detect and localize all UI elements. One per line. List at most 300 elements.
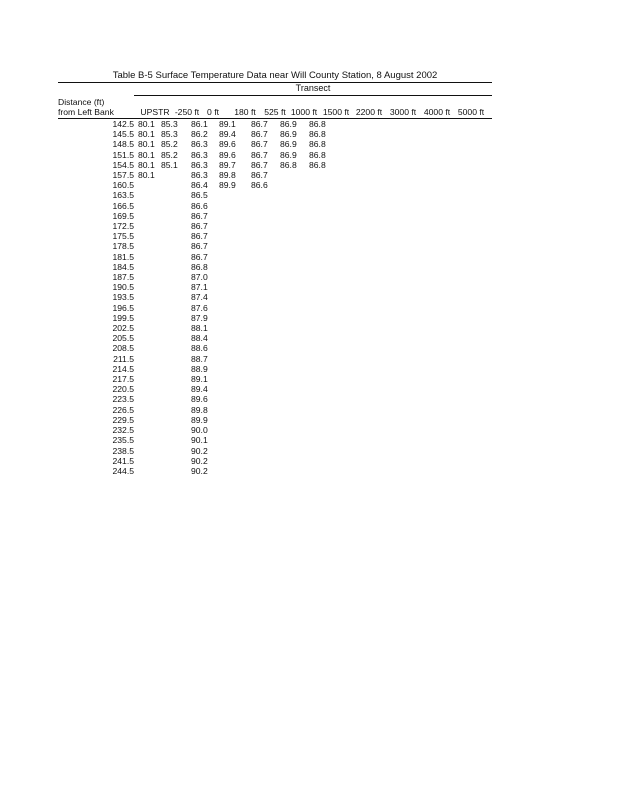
temperature-cell <box>408 252 442 262</box>
temperature-cell <box>374 190 408 200</box>
temperature-cell: 80.1 <box>138 170 155 181</box>
temperature-cell <box>280 221 309 231</box>
temperature-cell <box>442 405 476 415</box>
stub-header-line2: from Left Bank <box>58 107 114 117</box>
temperature-cell: 86.7 <box>191 231 208 242</box>
col-header-3000: 3000 ft <box>389 107 417 117</box>
distance-cell: 181.5 <box>112 251 134 262</box>
temperature-cell <box>341 190 374 200</box>
temperature-cell <box>280 446 309 456</box>
temperature-cell <box>251 252 280 262</box>
distance-cell: 196.5 <box>112 302 134 313</box>
table-row <box>58 282 476 292</box>
temperature-cell <box>219 364 251 374</box>
temperature-cell <box>341 201 374 211</box>
temperature-cell <box>341 252 374 262</box>
temperature-cell <box>251 292 280 302</box>
temperature-cell <box>341 272 374 282</box>
temperature-cell: 86.7 <box>251 129 268 140</box>
temperature-cell <box>442 466 476 476</box>
temperature-cell: 85.1 <box>161 159 178 170</box>
temperature-cell <box>219 394 251 404</box>
table-row <box>58 303 476 313</box>
temperature-cell: 88.4 <box>191 333 208 344</box>
temperature-cell <box>280 292 309 302</box>
temperature-cell <box>251 456 280 466</box>
table-row <box>58 323 476 333</box>
distance-cell: 148.5 <box>112 139 134 150</box>
temperature-cell: 80.1 <box>138 149 155 160</box>
temperature-cell <box>251 262 280 272</box>
temperature-cell: 87.6 <box>191 302 208 313</box>
table-row <box>58 160 476 170</box>
temperature-cell: 86.9 <box>280 119 297 129</box>
temperature-cell <box>374 221 408 231</box>
temperature-cell <box>251 282 280 292</box>
temperature-cell <box>408 150 442 160</box>
temperature-cell <box>341 241 374 251</box>
temperature-cell <box>408 323 442 333</box>
temperature-cell <box>280 384 309 394</box>
temperature-cell: 90.2 <box>191 455 208 466</box>
temperature-cell <box>134 323 161 333</box>
temperature-cell <box>374 384 408 394</box>
temperature-cell <box>374 282 408 292</box>
col-header-upstr: UPSTR <box>140 107 170 117</box>
temperature-cell <box>374 139 408 149</box>
temperature-cell <box>374 415 408 425</box>
temperature-cell <box>309 446 341 456</box>
temperature-cell <box>408 446 442 456</box>
temperature-cell: 88.7 <box>191 353 208 364</box>
distance-cell: 175.5 <box>112 231 134 242</box>
distance-cell: 190.5 <box>112 282 134 293</box>
table-row <box>58 466 476 476</box>
temperature-cell <box>161 435 191 445</box>
temperature-cell <box>309 282 341 292</box>
distance-cell: 157.5 <box>112 170 134 181</box>
temperature-cell: 86.8 <box>309 139 326 150</box>
temperature-cell <box>280 425 309 435</box>
temperature-cell <box>219 272 251 282</box>
temperature-cell <box>309 333 341 343</box>
temperature-cell: 89.6 <box>219 149 236 160</box>
temperature-cell <box>161 323 191 333</box>
temperature-cell <box>374 405 408 415</box>
temperature-cell <box>309 221 341 231</box>
temperature-cell <box>408 272 442 282</box>
temperature-cell <box>280 456 309 466</box>
table-row <box>58 170 476 180</box>
temperature-cell <box>219 262 251 272</box>
temperature-cell: 86.9 <box>280 139 297 150</box>
temperature-cell <box>134 415 161 425</box>
temperature-table-body <box>58 119 476 476</box>
col-header-0: 0 ft <box>207 107 219 117</box>
temperature-cell <box>280 180 309 190</box>
temperature-cell: 86.2 <box>191 129 208 140</box>
table-row <box>58 119 476 129</box>
temperature-cell <box>280 466 309 476</box>
temperature-cell <box>374 180 408 190</box>
temperature-cell <box>280 241 309 251</box>
temperature-cell <box>134 231 161 241</box>
table-row <box>58 129 476 139</box>
temperature-cell: 86.8 <box>309 159 326 170</box>
temperature-cell: 90.2 <box>191 445 208 456</box>
temperature-cell <box>251 394 280 404</box>
temperature-cell <box>309 272 341 282</box>
temperature-cell: 90.2 <box>191 465 208 476</box>
temperature-cell <box>134 262 161 272</box>
temperature-cell <box>309 405 341 415</box>
table-row <box>58 456 476 466</box>
temperature-cell <box>134 282 161 292</box>
temperature-cell <box>374 374 408 384</box>
temperature-cell <box>374 272 408 282</box>
temperature-cell <box>408 170 442 180</box>
temperature-cell <box>442 394 476 404</box>
temperature-cell <box>442 211 476 221</box>
temperature-cell <box>442 333 476 343</box>
temperature-cell <box>280 262 309 272</box>
temperature-cell <box>161 272 191 282</box>
temperature-cell <box>408 303 442 313</box>
temperature-cell <box>309 354 341 364</box>
temperature-cell <box>251 354 280 364</box>
distance-cell: 211.5 <box>113 353 134 364</box>
table-row <box>58 211 476 221</box>
table-row <box>58 435 476 445</box>
temperature-cell <box>408 384 442 394</box>
temperature-cell <box>374 466 408 476</box>
temperature-cell <box>251 201 280 211</box>
distance-cell: 238.5 <box>112 445 134 456</box>
temperature-cell <box>341 119 374 129</box>
table-row <box>58 262 476 272</box>
transect-underline <box>134 95 492 96</box>
table-row <box>58 384 476 394</box>
temperature-cell <box>251 323 280 333</box>
temperature-cell <box>408 425 442 435</box>
temperature-cell <box>251 384 280 394</box>
temperature-cell: 88.1 <box>191 323 208 334</box>
temperature-cell <box>219 384 251 394</box>
temperature-cell <box>408 456 442 466</box>
temperature-cell <box>251 446 280 456</box>
distance-cell: 184.5 <box>112 261 134 272</box>
temperature-cell <box>280 374 309 384</box>
temperature-cell <box>442 129 476 139</box>
temperature-cell <box>161 211 191 221</box>
temperature-cell <box>341 354 374 364</box>
temperature-cell: 86.4 <box>191 180 208 191</box>
temperature-cell <box>161 201 191 211</box>
temperature-cell <box>219 446 251 456</box>
temperature-cell: 89.4 <box>219 129 236 140</box>
distance-cell: 229.5 <box>112 414 134 425</box>
temperature-cell <box>408 262 442 272</box>
temperature-cell <box>161 262 191 272</box>
temperature-cell <box>442 170 476 180</box>
temperature-cell <box>280 435 309 445</box>
temperature-cell <box>341 180 374 190</box>
temperature-cell <box>219 221 251 231</box>
temperature-cell <box>408 139 442 149</box>
temperature-cell <box>442 456 476 466</box>
table-row <box>58 241 476 251</box>
temperature-cell <box>134 292 161 302</box>
temperature-cell <box>309 425 341 435</box>
temperature-cell <box>309 435 341 445</box>
temperature-cell <box>219 456 251 466</box>
temperature-cell <box>280 394 309 404</box>
temperature-cell <box>161 333 191 343</box>
temperature-cell <box>408 354 442 364</box>
temperature-cell <box>251 333 280 343</box>
temperature-cell: 80.1 <box>138 159 155 170</box>
temperature-cell: 86.3 <box>191 139 208 150</box>
temperature-cell: 86.5 <box>191 190 208 201</box>
temperature-cell <box>161 313 191 323</box>
temperature-cell: 86.8 <box>309 129 326 140</box>
temperature-cell <box>161 354 191 364</box>
temperature-cell <box>442 384 476 394</box>
temperature-cell <box>219 201 251 211</box>
temperature-cell <box>161 303 191 313</box>
temperature-cell <box>251 435 280 445</box>
temperature-cell <box>408 405 442 415</box>
table-row <box>58 354 476 364</box>
temperature-cell: 88.6 <box>191 343 208 354</box>
temperature-cell: 86.6 <box>251 180 268 191</box>
temperature-cell <box>309 241 341 251</box>
temperature-cell <box>341 282 374 292</box>
temperature-cell <box>341 221 374 231</box>
temperature-cell: 86.7 <box>191 221 208 232</box>
table-row <box>58 190 476 200</box>
distance-cell: 151.5 <box>112 149 134 160</box>
temperature-cell <box>374 292 408 302</box>
temperature-cell <box>251 374 280 384</box>
temperature-cell <box>219 466 251 476</box>
distance-cell: 226.5 <box>112 404 134 415</box>
temperature-cell <box>309 231 341 241</box>
temperature-cell <box>374 425 408 435</box>
temperature-cell <box>309 252 341 262</box>
table-row <box>58 415 476 425</box>
temperature-cell <box>408 119 442 129</box>
temperature-cell <box>374 333 408 343</box>
temperature-cell <box>219 343 251 353</box>
temperature-cell <box>280 303 309 313</box>
temperature-cell: 86.8 <box>191 261 208 272</box>
temperature-cell <box>408 466 442 476</box>
temperature-cell <box>309 303 341 313</box>
temperature-cell: 87.1 <box>191 282 208 293</box>
temperature-cell <box>408 241 442 251</box>
temperature-cell <box>134 466 161 476</box>
col-header-180: 180 ft <box>234 107 256 117</box>
temperature-cell <box>309 190 341 200</box>
temperature-cell <box>374 170 408 180</box>
table-row <box>58 221 476 231</box>
temperature-cell: 86.7 <box>251 139 268 150</box>
temperature-cell: 85.3 <box>161 129 178 140</box>
temperature-cell <box>219 374 251 384</box>
temperature-cell <box>341 170 374 180</box>
table-row <box>58 231 476 241</box>
distance-cell: 223.5 <box>112 394 134 405</box>
temperature-cell <box>374 456 408 466</box>
temperature-cell: 86.3 <box>191 149 208 160</box>
temperature-cell <box>134 333 161 343</box>
temperature-cell <box>280 405 309 415</box>
temperature-cell <box>251 211 280 221</box>
temperature-cell <box>408 201 442 211</box>
temperature-cell <box>374 313 408 323</box>
temperature-cell <box>309 374 341 384</box>
temperature-cell <box>161 282 191 292</box>
temperature-cell: 86.7 <box>251 170 268 181</box>
temperature-cell <box>442 446 476 456</box>
temperature-cell: 85.2 <box>161 139 178 150</box>
temperature-cell <box>161 364 191 374</box>
table-row <box>58 292 476 302</box>
temperature-cell <box>408 364 442 374</box>
distance-cell: 142.5 <box>112 119 134 129</box>
temperature-cell <box>341 466 374 476</box>
temperature-cell <box>442 160 476 170</box>
temperature-cell <box>309 384 341 394</box>
temperature-cell <box>309 313 341 323</box>
temperature-cell <box>442 272 476 282</box>
temperature-cell <box>161 446 191 456</box>
temperature-cell <box>280 354 309 364</box>
distance-cell: 193.5 <box>112 292 134 303</box>
temperature-cell <box>408 282 442 292</box>
temperature-cell <box>161 231 191 241</box>
temperature-cell <box>374 201 408 211</box>
temperature-cell <box>408 333 442 343</box>
temperature-cell <box>251 425 280 435</box>
temperature-cell: 89.9 <box>191 414 208 425</box>
temperature-cell <box>251 364 280 374</box>
distance-cell: 145.5 <box>112 129 134 140</box>
temperature-cell <box>219 282 251 292</box>
temperature-table <box>58 119 476 476</box>
temperature-cell <box>374 364 408 374</box>
temperature-cell <box>161 252 191 262</box>
temperature-cell <box>374 211 408 221</box>
transect-group-header: Transect <box>295 83 331 93</box>
temperature-cell <box>442 241 476 251</box>
temperature-cell <box>309 323 341 333</box>
temperature-cell: 90.1 <box>191 435 208 446</box>
temperature-cell <box>374 160 408 170</box>
distance-cell: 160.5 <box>112 180 134 191</box>
distance-cell: 169.5 <box>112 210 134 221</box>
temperature-cell <box>408 343 442 353</box>
temperature-cell <box>134 180 161 190</box>
temperature-cell <box>442 190 476 200</box>
distance-cell: 220.5 <box>112 384 134 395</box>
temperature-cell: 89.6 <box>219 139 236 150</box>
temperature-cell: 88.9 <box>191 363 208 374</box>
temperature-cell <box>161 456 191 466</box>
temperature-cell <box>309 262 341 272</box>
distance-cell: 199.5 <box>112 312 134 323</box>
temperature-cell <box>408 435 442 445</box>
temperature-cell <box>442 364 476 374</box>
temperature-cell <box>442 139 476 149</box>
temperature-cell <box>442 425 476 435</box>
temperature-cell <box>374 343 408 353</box>
temperature-cell <box>219 292 251 302</box>
temperature-cell <box>341 415 374 425</box>
temperature-cell: 89.7 <box>219 159 236 170</box>
distance-cell: 241.5 <box>112 455 134 466</box>
temperature-cell <box>309 364 341 374</box>
temperature-cell <box>341 129 374 139</box>
temperature-cell <box>341 160 374 170</box>
table-row <box>58 139 476 149</box>
temperature-cell <box>408 374 442 384</box>
temperature-cell <box>341 425 374 435</box>
temperature-cell <box>134 354 161 364</box>
temperature-cell <box>408 394 442 404</box>
table-row <box>58 201 476 211</box>
temperature-cell <box>408 221 442 231</box>
temperature-cell <box>251 241 280 251</box>
temperature-cell <box>442 231 476 241</box>
temperature-cell <box>134 201 161 211</box>
temperature-cell <box>134 425 161 435</box>
temperature-cell <box>442 343 476 353</box>
temperature-cell <box>341 150 374 160</box>
table-row <box>58 394 476 404</box>
temperature-cell <box>251 313 280 323</box>
temperature-cell <box>134 313 161 323</box>
temperature-cell <box>309 415 341 425</box>
temperature-cell: 89.9 <box>219 180 236 191</box>
temperature-cell: 80.1 <box>138 129 155 140</box>
temperature-cell <box>280 333 309 343</box>
temperature-cell <box>134 272 161 282</box>
temperature-cell <box>442 252 476 262</box>
temperature-cell <box>134 364 161 374</box>
temperature-cell <box>309 170 341 180</box>
temperature-cell <box>251 272 280 282</box>
table-row <box>58 405 476 415</box>
temperature-cell <box>134 456 161 466</box>
temperature-cell <box>280 313 309 323</box>
temperature-cell <box>309 456 341 466</box>
temperature-cell: 86.8 <box>280 159 297 170</box>
temperature-cell <box>161 221 191 231</box>
temperature-cell <box>341 394 374 404</box>
temperature-cell <box>309 394 341 404</box>
temperature-cell <box>309 211 341 221</box>
temperature-cell <box>161 405 191 415</box>
temperature-cell <box>309 180 341 190</box>
distance-cell: 163.5 <box>112 190 134 201</box>
temperature-cell: 85.3 <box>161 119 178 129</box>
table-title: Table B-5 Surface Temperature Data near Will County Station, 8 August 2002 <box>112 70 438 81</box>
temperature-cell <box>374 446 408 456</box>
distance-cell: 205.5 <box>112 333 134 344</box>
distance-cell: 217.5 <box>112 374 134 385</box>
